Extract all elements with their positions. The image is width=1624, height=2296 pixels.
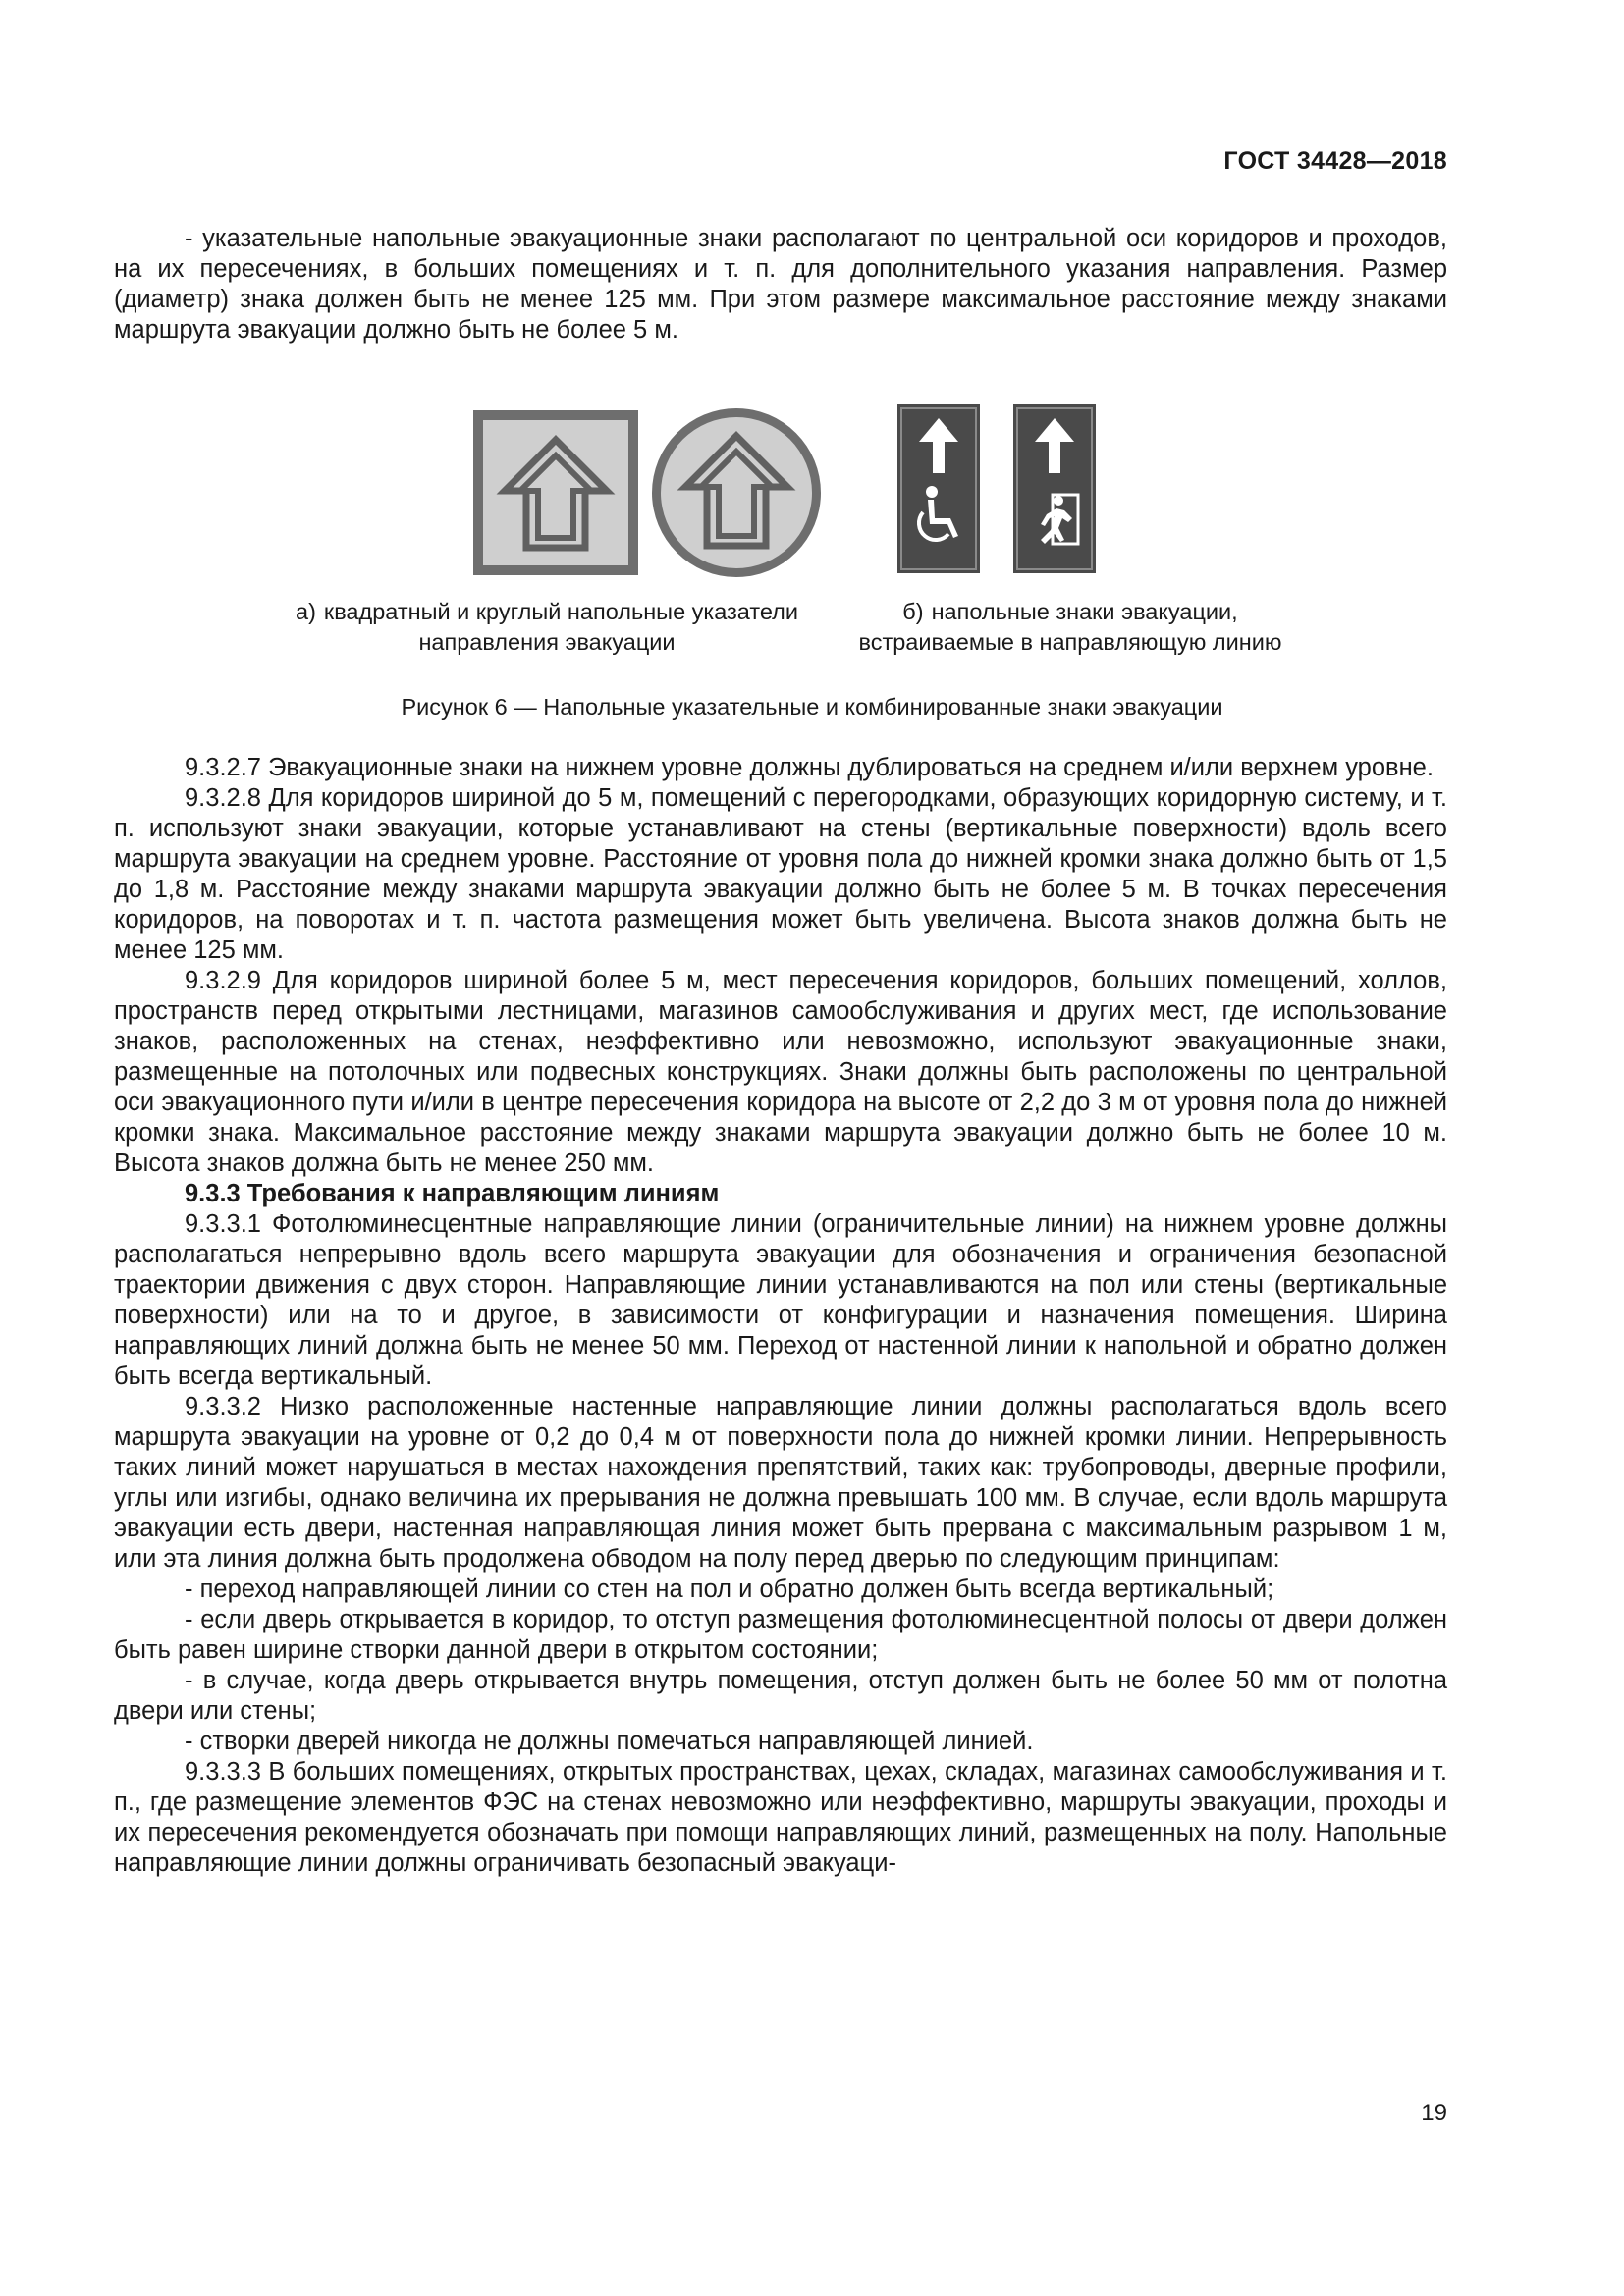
figure-caption-a <box>257 597 837 658</box>
paragraph: - в случае, когда дверь открывается внутрь помещения, отступ должен быть не более 50 мм от полотна двери или стены; <box>114 1667 1447 1725</box>
main-text-block <box>114 753 1447 1879</box>
arrow-wheelchair-sign-icon <box>897 404 980 573</box>
caption-b-marker: б) <box>902 599 924 624</box>
caption-b-line1: напольные знаки эвакуации, <box>931 599 1238 624</box>
figure-title: Рисунок 6 — Напольные указательные и комбинированные знаки эвакуации <box>401 694 1223 720</box>
paragraph: 9.3.3.3 В больших помещениях, открытых пространствах, цехах, складах, магазинах самообслуживания и т. п., где размещение элементов ФЭС на стенах невозможно или неэффективно, маршруты эвакуации, проходы и их пересечения рекомендуется обозначать при помощи направляющих линий, размещенных на полу. Напольные направляющие линии должны ограничивать безопасный эвакуаци- <box>114 1758 1447 1877</box>
caption-a-line2: направления эвакуации <box>418 629 676 655</box>
intro-paragraph-block <box>114 224 1447 346</box>
paragraph: 9.3.2.9 Для коридоров шириной более 5 м, мест пересечения коридоров, больших помещений, холлов, пространств перед открытыми лестницами, магазинов самообслуживания и других мест, где использование знаков, расположенных на стенах, неэффективно или невозможно, используют эвакуационные знаки, размещенные на потолочных или подвесных конструкциях. Знаки должны быть расположены по центральной оси эвакуационного пути и/или в центре пересечения коридора на высоте от 2,2 до 3 м от уровня пола до нижней кромки знака. Максимальное расстояние между знаками маршрута эвакуации должно быть не более 10 м. Высота знаков должна быть не менее 250 мм. <box>114 967 1447 1177</box>
caption-a-marker: а) <box>296 599 316 624</box>
arrow-up-square-sign-icon <box>471 408 640 577</box>
caption-b-line2: встраиваемые в направляющую линию <box>858 629 1282 655</box>
intro-paragraph: - указательные напольные эвакуационные знаки располагают по центральной оси коридоров и проходов, на их пересечениях, в больших помещениях и т. п. для дополнительного указания направления. Размер (диаметр) знака должен быть не менее 125 мм. При этом размере максимальное расстояние между знаками маршрута эвакуации должно быть не более 5 м. <box>114 225 1447 344</box>
caption-a-line1: квадратный и круглый напольные указатели <box>323 599 798 624</box>
paragraph: - если дверь открывается в коридор, то отступ размещения фотолюминесцентной полосы от двери должен быть равен ширине створки данной двери в открытом состоянии; <box>114 1606 1447 1664</box>
standard-header: ГОСТ 34428—2018 <box>1223 147 1447 175</box>
arrow-running-man-exit-sign-icon <box>1013 404 1096 573</box>
figure-6 <box>0 400 1624 724</box>
section-heading: 9.3.3 Требования к направляющим линиям <box>185 1180 720 1207</box>
paragraph: - створки дверей никогда не должны помечаться направляющей линией. <box>185 1728 1034 1755</box>
paragraph: 9.3.3.2 Низко расположенные настенные направляющие линии должны располагаться вдоль всего маршрута эвакуации на уровне от 0,2 до 0,4 м от поверхности пола до нижней кромки линии. Непрерывность таких линий может нарушаться в местах нахождения препятствий, таких как: трубопроводы, дверные профили, углы или изгибы, однако величина их прерывания не должна превышать 100 мм. В случае, если вдоль маршрута эвакуации есть двери, настенная направляющая линия может быть прервана с максимальным разрывом 1 м, или эта линия должна быть продолжена обводом на полу перед дверью по следующим принципам: <box>114 1393 1447 1573</box>
arrow-up-round-sign-icon <box>650 406 823 579</box>
paragraph: 9.3.3.1 Фотолюминесцентные направляющие линии (ограничительные линии) на нижнем уровне должны располагаться непрерывно вдоль всего маршрута эвакуации для обозначения и ограничения безопасной траектории движения с двух сторон. Направляющие линии устанавливаются на пол или стены (вертикальные поверхности) или на то и другое, в зависимости от конфигурации и назначения помещения. Ширина направляющих линий должна быть не менее 50 мм. Переход от настенной линии к напольной и обратно должен быть всегда вертикальный. <box>114 1210 1447 1390</box>
paragraph: 9.3.2.7 Эвакуационные знаки на нижнем уровне должны дублироваться на среднем и/или верхнем уровне. <box>185 754 1434 781</box>
paragraph: - переход направляющей линии со стен на пол и обратно должен быть всегда вертикальный; <box>185 1575 1274 1603</box>
paragraph: 9.3.2.8 Для коридоров шириной до 5 м, помещений с перегородками, образующих коридорную систему, и т. п. используют знаки эвакуации, которые устанавливают на стены (вертикальные поверхности) вдоль всего маршрута эвакуации на среднем уровне. Расстояние от уровня пола до нижней кромки знака должно быть от 1,5 до 1,8 м. Расстояние между знаками маршрута эвакуации должно быть не более 5 м. В точках пересечения коридоров, на поворотах и т. п. частота размещения может быть увеличена. Высота знаков должна быть не менее 125 мм. <box>114 784 1447 964</box>
page-number: 19 <box>1421 2100 1447 2126</box>
figure-caption-b <box>831 597 1310 658</box>
